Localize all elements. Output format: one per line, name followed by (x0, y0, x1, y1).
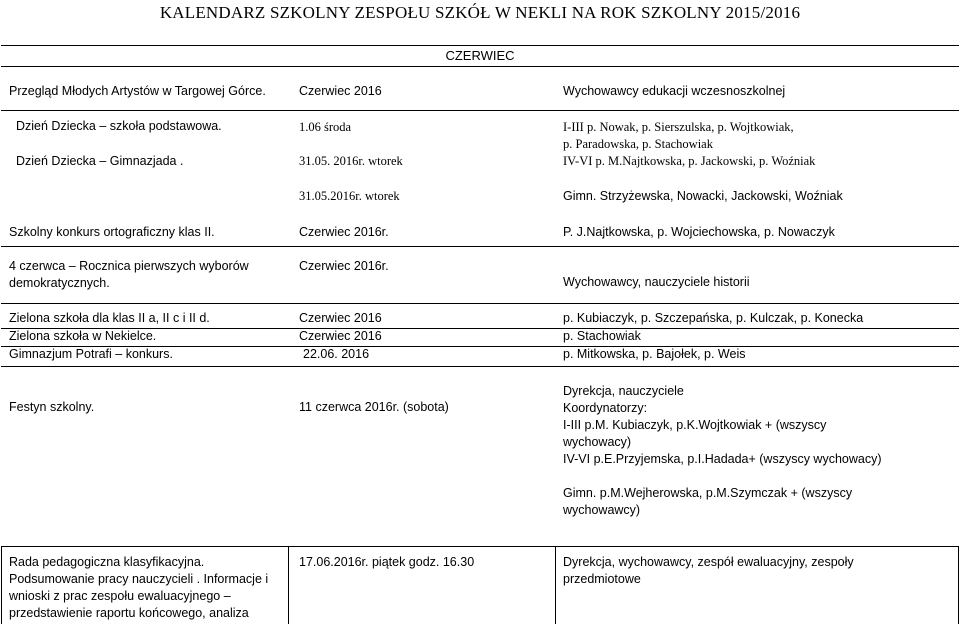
date-cell: Czerwiec 2016r. (299, 225, 389, 239)
row-divider (1, 246, 959, 247)
date-cell: 22.06. 2016 (303, 347, 370, 361)
responsible-cell: p. Paradowska, p. Stachowiak (563, 137, 713, 151)
date-cell: 11 czerwca 2016r. (sobota) (299, 400, 449, 414)
event-cell: Gimnazjum Potrafi – konkurs. (9, 347, 173, 361)
responsible-cell: Wychowawcy edukacji wczesnoszkolnej (563, 84, 786, 98)
date-cell: 31.05. 2016r. wtorek (299, 154, 403, 168)
responsible-cell: przedmiotowe (563, 572, 641, 586)
responsible-cell: p. Kubiaczyk, p. Szczepańska, p. Kulczak, p. Konecka (563, 311, 864, 325)
row-divider (1, 110, 959, 111)
responsible-cell: I-III p.M. Kubiaczyk, p.K.Wojtkowiak + (wszyscy (563, 418, 827, 432)
event-cell: wnioski z prac zespołu ewaluacyjnego – (9, 589, 231, 603)
responsible-cell: Wychowawcy, nauczyciele historii (563, 275, 750, 289)
row-divider (1, 546, 959, 547)
responsible-cell: p. Mitkowska, p. Bajołek, p. Weis (563, 347, 746, 361)
column-divider (288, 546, 289, 624)
responsible-cell: IV-VI p. M.Najtkowska, p. Jackowski, p. Woźniak (563, 154, 816, 168)
event-cell: Zielona szkoła dla klas II a, II c i II d. (9, 311, 210, 325)
page-title: KALENDARZ SZKOLNY ZESPOŁU SZKÓŁ W NEKLI NA ROK SZKOLNY 2015/2016 (159, 3, 801, 22)
row-divider (1, 366, 959, 367)
event-cell: Rada pedagogiczna klasyfikacyjna. (9, 555, 205, 569)
responsible-cell: p. Stachowiak (563, 329, 641, 343)
event-cell: Festyn szkolny. (9, 400, 95, 414)
responsible-cell: Gimn. Strzyżewska, Nowacki, Jackowski, Woźniak (563, 189, 843, 203)
responsible-cell: Dyrekcja, nauczyciele (563, 384, 684, 398)
month-header: CZERWIEC (1, 45, 959, 67)
responsible-cell: Koordynatorzy: (563, 401, 648, 415)
event-cell: Zielona szkoła w Nekielce. (9, 329, 157, 343)
event-cell: Dzień Dziecka – szkoła podstawowa. (16, 119, 222, 133)
responsible-cell: wychowacy) (563, 435, 632, 449)
event-cell: przedstawienie raportu końcowego, analiza (9, 606, 249, 620)
event-cell: Szkolny konkurs ortograficzny klas II. (9, 225, 215, 239)
event-cell: 4 czerwca – Rocznica pierwszych wyborów (9, 259, 249, 273)
responsible-cell: P. J.Najtkowska, p. Wojciechowska, p. Nowaczyk (563, 225, 835, 239)
event-cell: Przegląd Młodych Artystów w Targowej Górce. (9, 84, 266, 98)
event-cell: demokratycznych. (9, 276, 110, 290)
date-cell: Czerwiec 2016 (299, 84, 382, 98)
responsible-cell: I-III p. Nowak, p. Sierszulska, p. Wojtkowiak, (563, 120, 794, 134)
date-cell: Czerwiec 2016 (299, 329, 382, 343)
date-cell: 17.06.2016r. piątek godz. 16.30 (299, 555, 475, 569)
event-cell: Podsumowanie pracy nauczycieli . Informacje i (9, 572, 269, 586)
date-cell: Czerwiec 2016r. (299, 259, 389, 273)
date-cell: 1.06 środa (299, 120, 352, 134)
date-cell: Czerwiec 2016 (299, 311, 382, 325)
column-divider (958, 546, 959, 624)
column-divider (1, 546, 2, 624)
event-cell: Dzień Dziecka – Gimnazjada . (16, 154, 184, 168)
responsible-cell: IV-VI p.E.Przyjemska, p.I.Hadada+ (wszyscy wychowacy) (563, 452, 882, 466)
date-cell: 31.05.2016r. wtorek (299, 189, 400, 203)
row-divider (1, 303, 959, 304)
responsible-cell: Gimn. p.M.Wejherowska, p.M.Szymczak + (wszyscy (563, 486, 853, 500)
responsible-cell: Dyrekcja, wychowawcy, zespół ewaluacyjny, zespoły (563, 555, 854, 569)
responsible-cell: wychowawcy) (563, 503, 641, 517)
column-divider (555, 546, 556, 624)
